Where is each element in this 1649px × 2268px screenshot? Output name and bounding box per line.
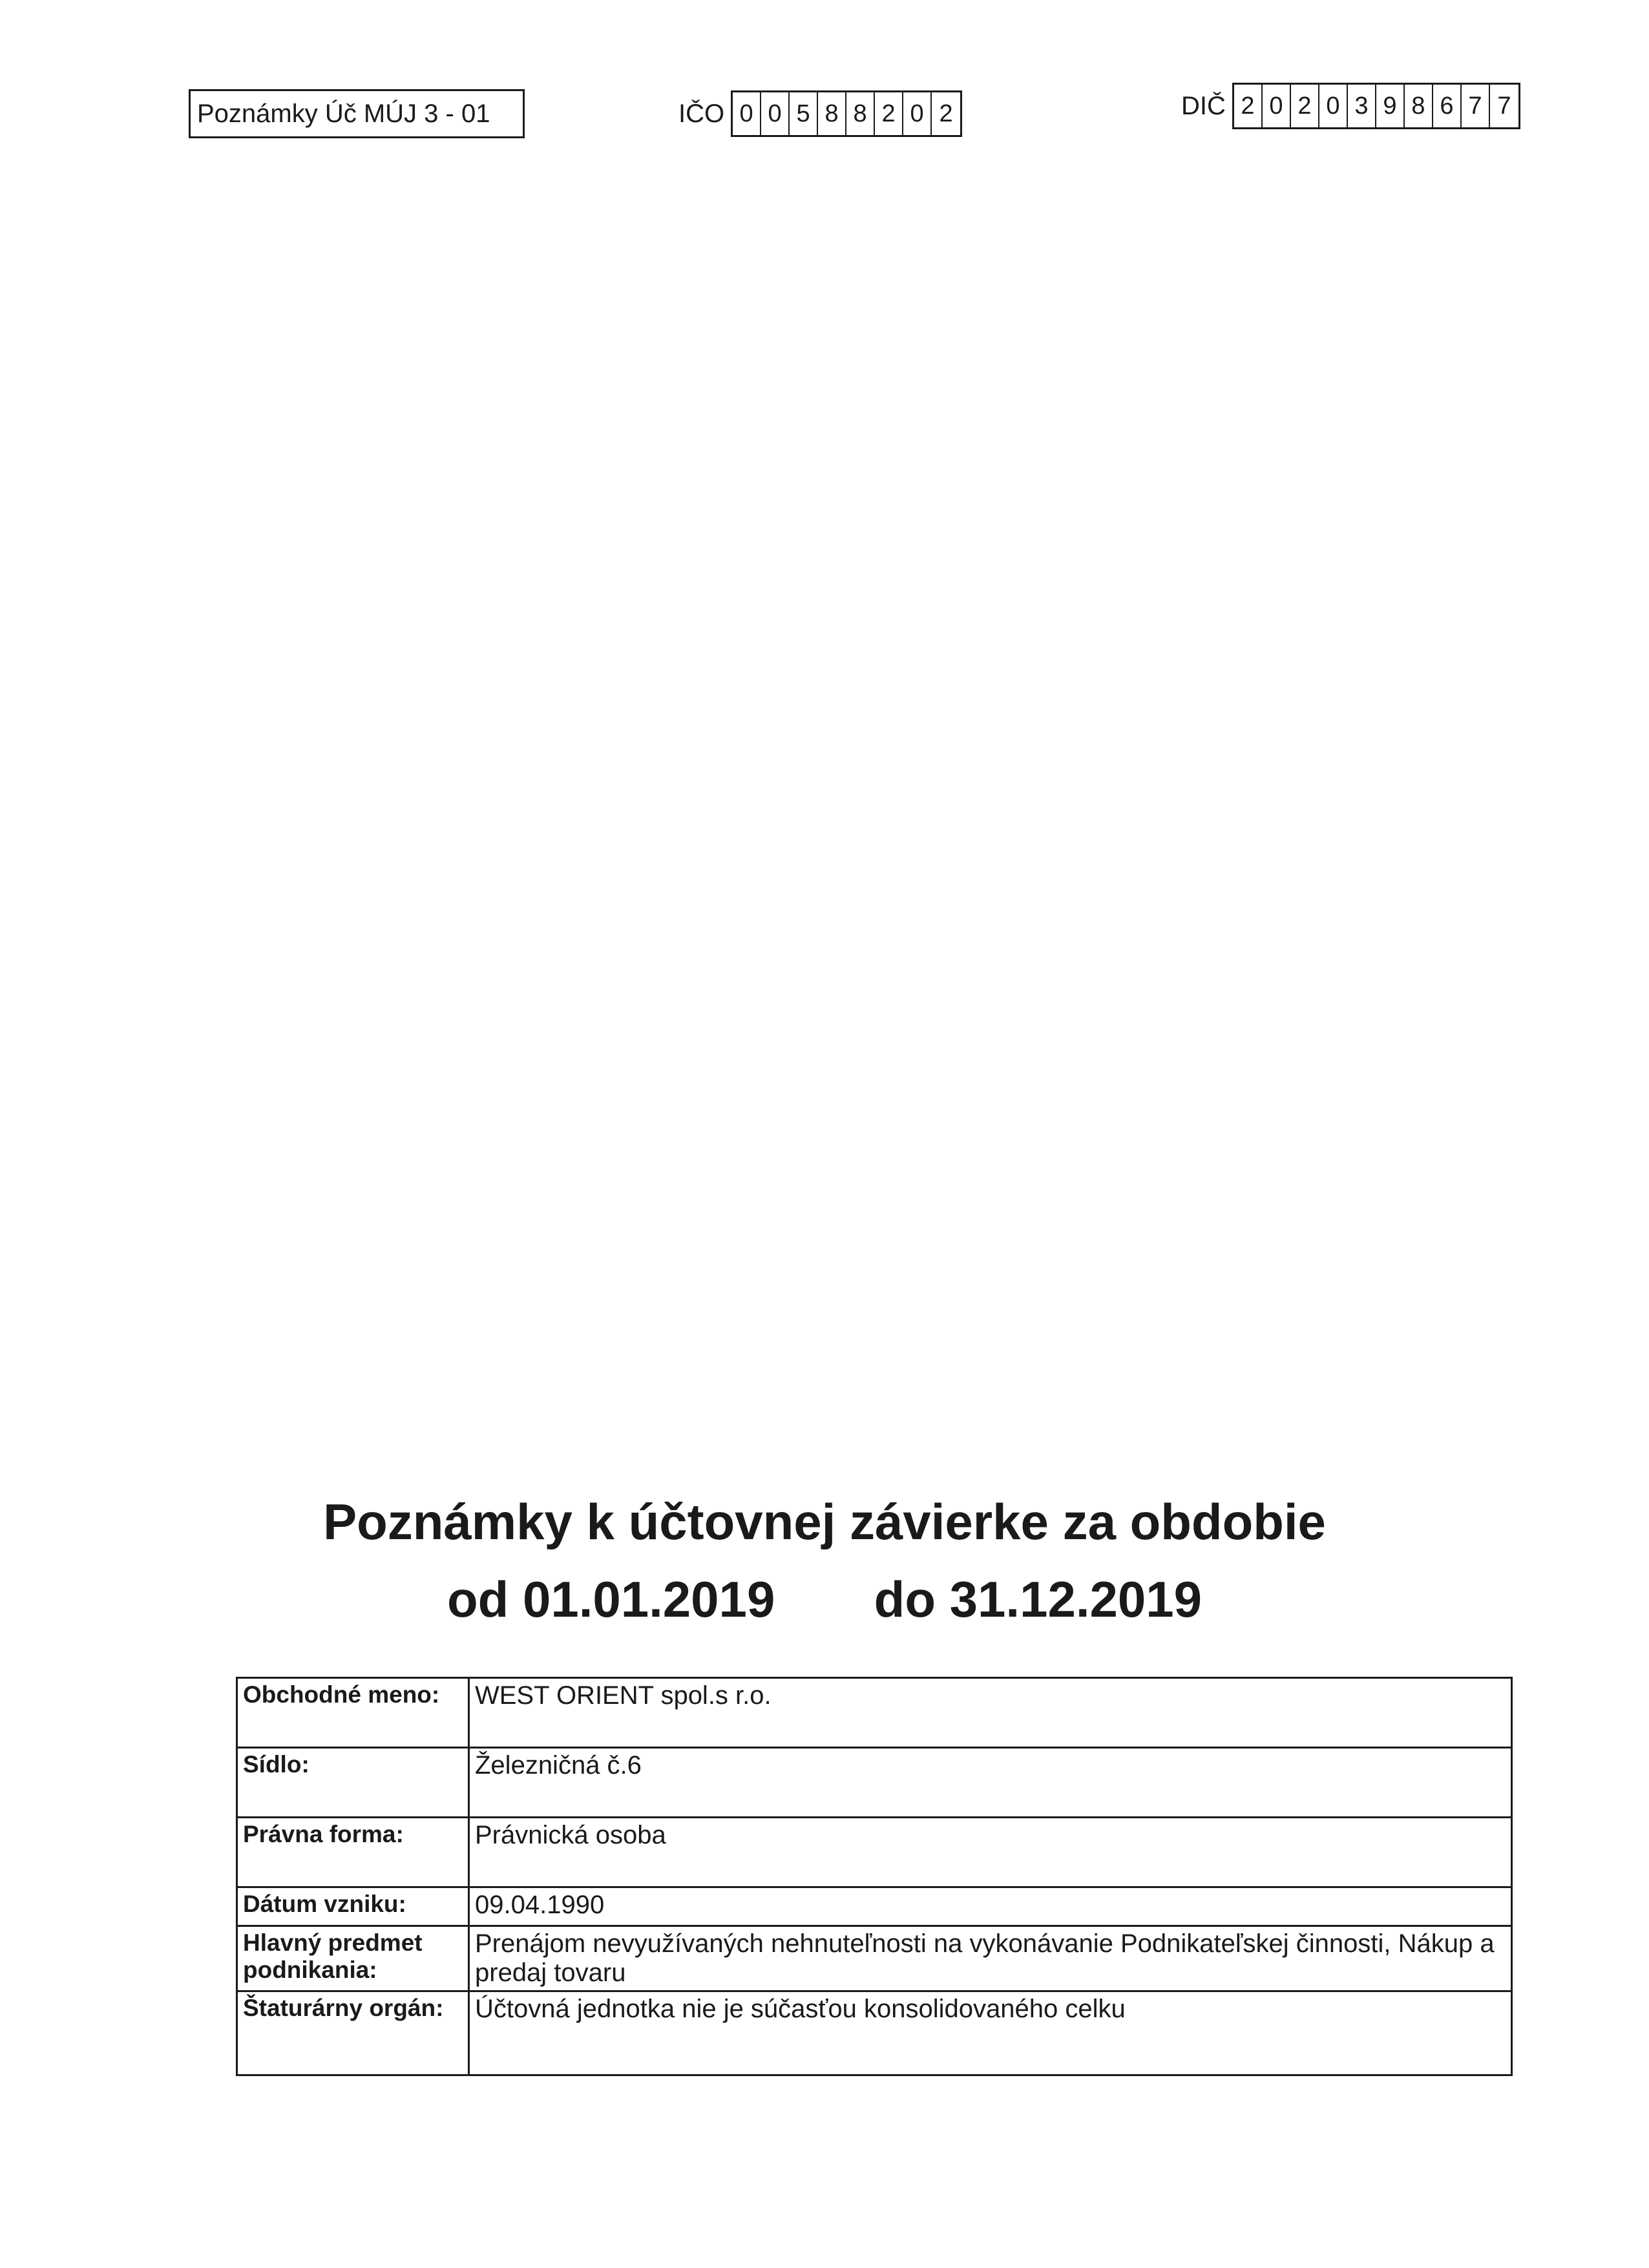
period-line — [0, 1570, 1649, 1629]
dic-label: DIČ — [1181, 91, 1226, 120]
ico-digit: 8 — [846, 92, 875, 135]
dic-digit: 8 — [1405, 85, 1433, 127]
dic-digit: 7 — [1462, 85, 1490, 127]
table-row — [237, 1818, 1512, 1887]
dic-digit: 6 — [1433, 85, 1462, 127]
label-company-name: Obchodné meno: — [237, 1678, 469, 1748]
label-legal-form: Právna forma: — [237, 1818, 469, 1887]
from-date: 01.01.2019 — [522, 1571, 775, 1628]
dic-digit: 0 — [1319, 85, 1348, 127]
to-date: 31.12.2019 — [949, 1571, 1203, 1628]
from-label: od — [446, 1571, 509, 1628]
table-row — [237, 1991, 1512, 2075]
table-row — [237, 1887, 1512, 1926]
form-label: Poznámky Úč MÚJ 3 - 01 — [189, 89, 525, 138]
label-main-business: Hlavný predmet podnikania: — [237, 1926, 469, 1991]
value-main-business: Prenájom nevyužívaných nehnuteľnosti na vykonávanie Podnikateľskej činnosti, Nákup a predaj tovaru — [469, 1926, 1512, 1991]
table-row — [237, 1678, 1512, 1748]
dic-field — [1181, 83, 1520, 129]
to-label: do — [874, 1571, 936, 1628]
value-company-name: WEST ORIENT spol.s r.o. — [469, 1678, 1512, 1748]
table-row — [237, 1926, 1512, 1991]
dic-digit: 0 — [1263, 85, 1291, 127]
ico-digit: 5 — [790, 92, 818, 135]
ico-field — [678, 90, 962, 137]
label-seat: Sídlo: — [237, 1748, 469, 1818]
label-founding-date: Dátum vzniku: — [237, 1887, 469, 1926]
dic-digit: 2 — [1234, 85, 1263, 127]
label-statutory-body: Štaturárny orgán: — [237, 1991, 469, 2075]
company-info-table — [236, 1677, 1513, 2076]
ico-label: IČO — [678, 99, 725, 128]
value-legal-form: Právnická osoba — [469, 1818, 1512, 1887]
ico-digit-boxes — [731, 90, 962, 137]
value-seat: Železničná č.6 — [469, 1748, 1512, 1818]
ico-digit: 0 — [733, 92, 761, 135]
ico-digit: 8 — [818, 92, 846, 135]
dic-digit-boxes — [1232, 83, 1520, 129]
ico-digit: 0 — [761, 92, 790, 135]
dic-digit: 7 — [1497, 92, 1511, 120]
table-row — [237, 1748, 1512, 1818]
dic-digit: 3 — [1348, 85, 1376, 127]
value-statutory-body: Účtovná jednotka nie je súčasťou konsolidovaného celku — [469, 1991, 1512, 2075]
dic-digit: 9 — [1376, 85, 1405, 127]
ico-digit: 0 — [903, 92, 932, 135]
value-founding-date: 09.04.1990 — [469, 1887, 1512, 1926]
document-title: Poznámky k účtovnej závierke za obdobie — [323, 1493, 1326, 1550]
ico-digit: 2 — [939, 100, 953, 127]
dic-digit: 2 — [1291, 85, 1319, 127]
ico-digit: 2 — [875, 92, 903, 135]
